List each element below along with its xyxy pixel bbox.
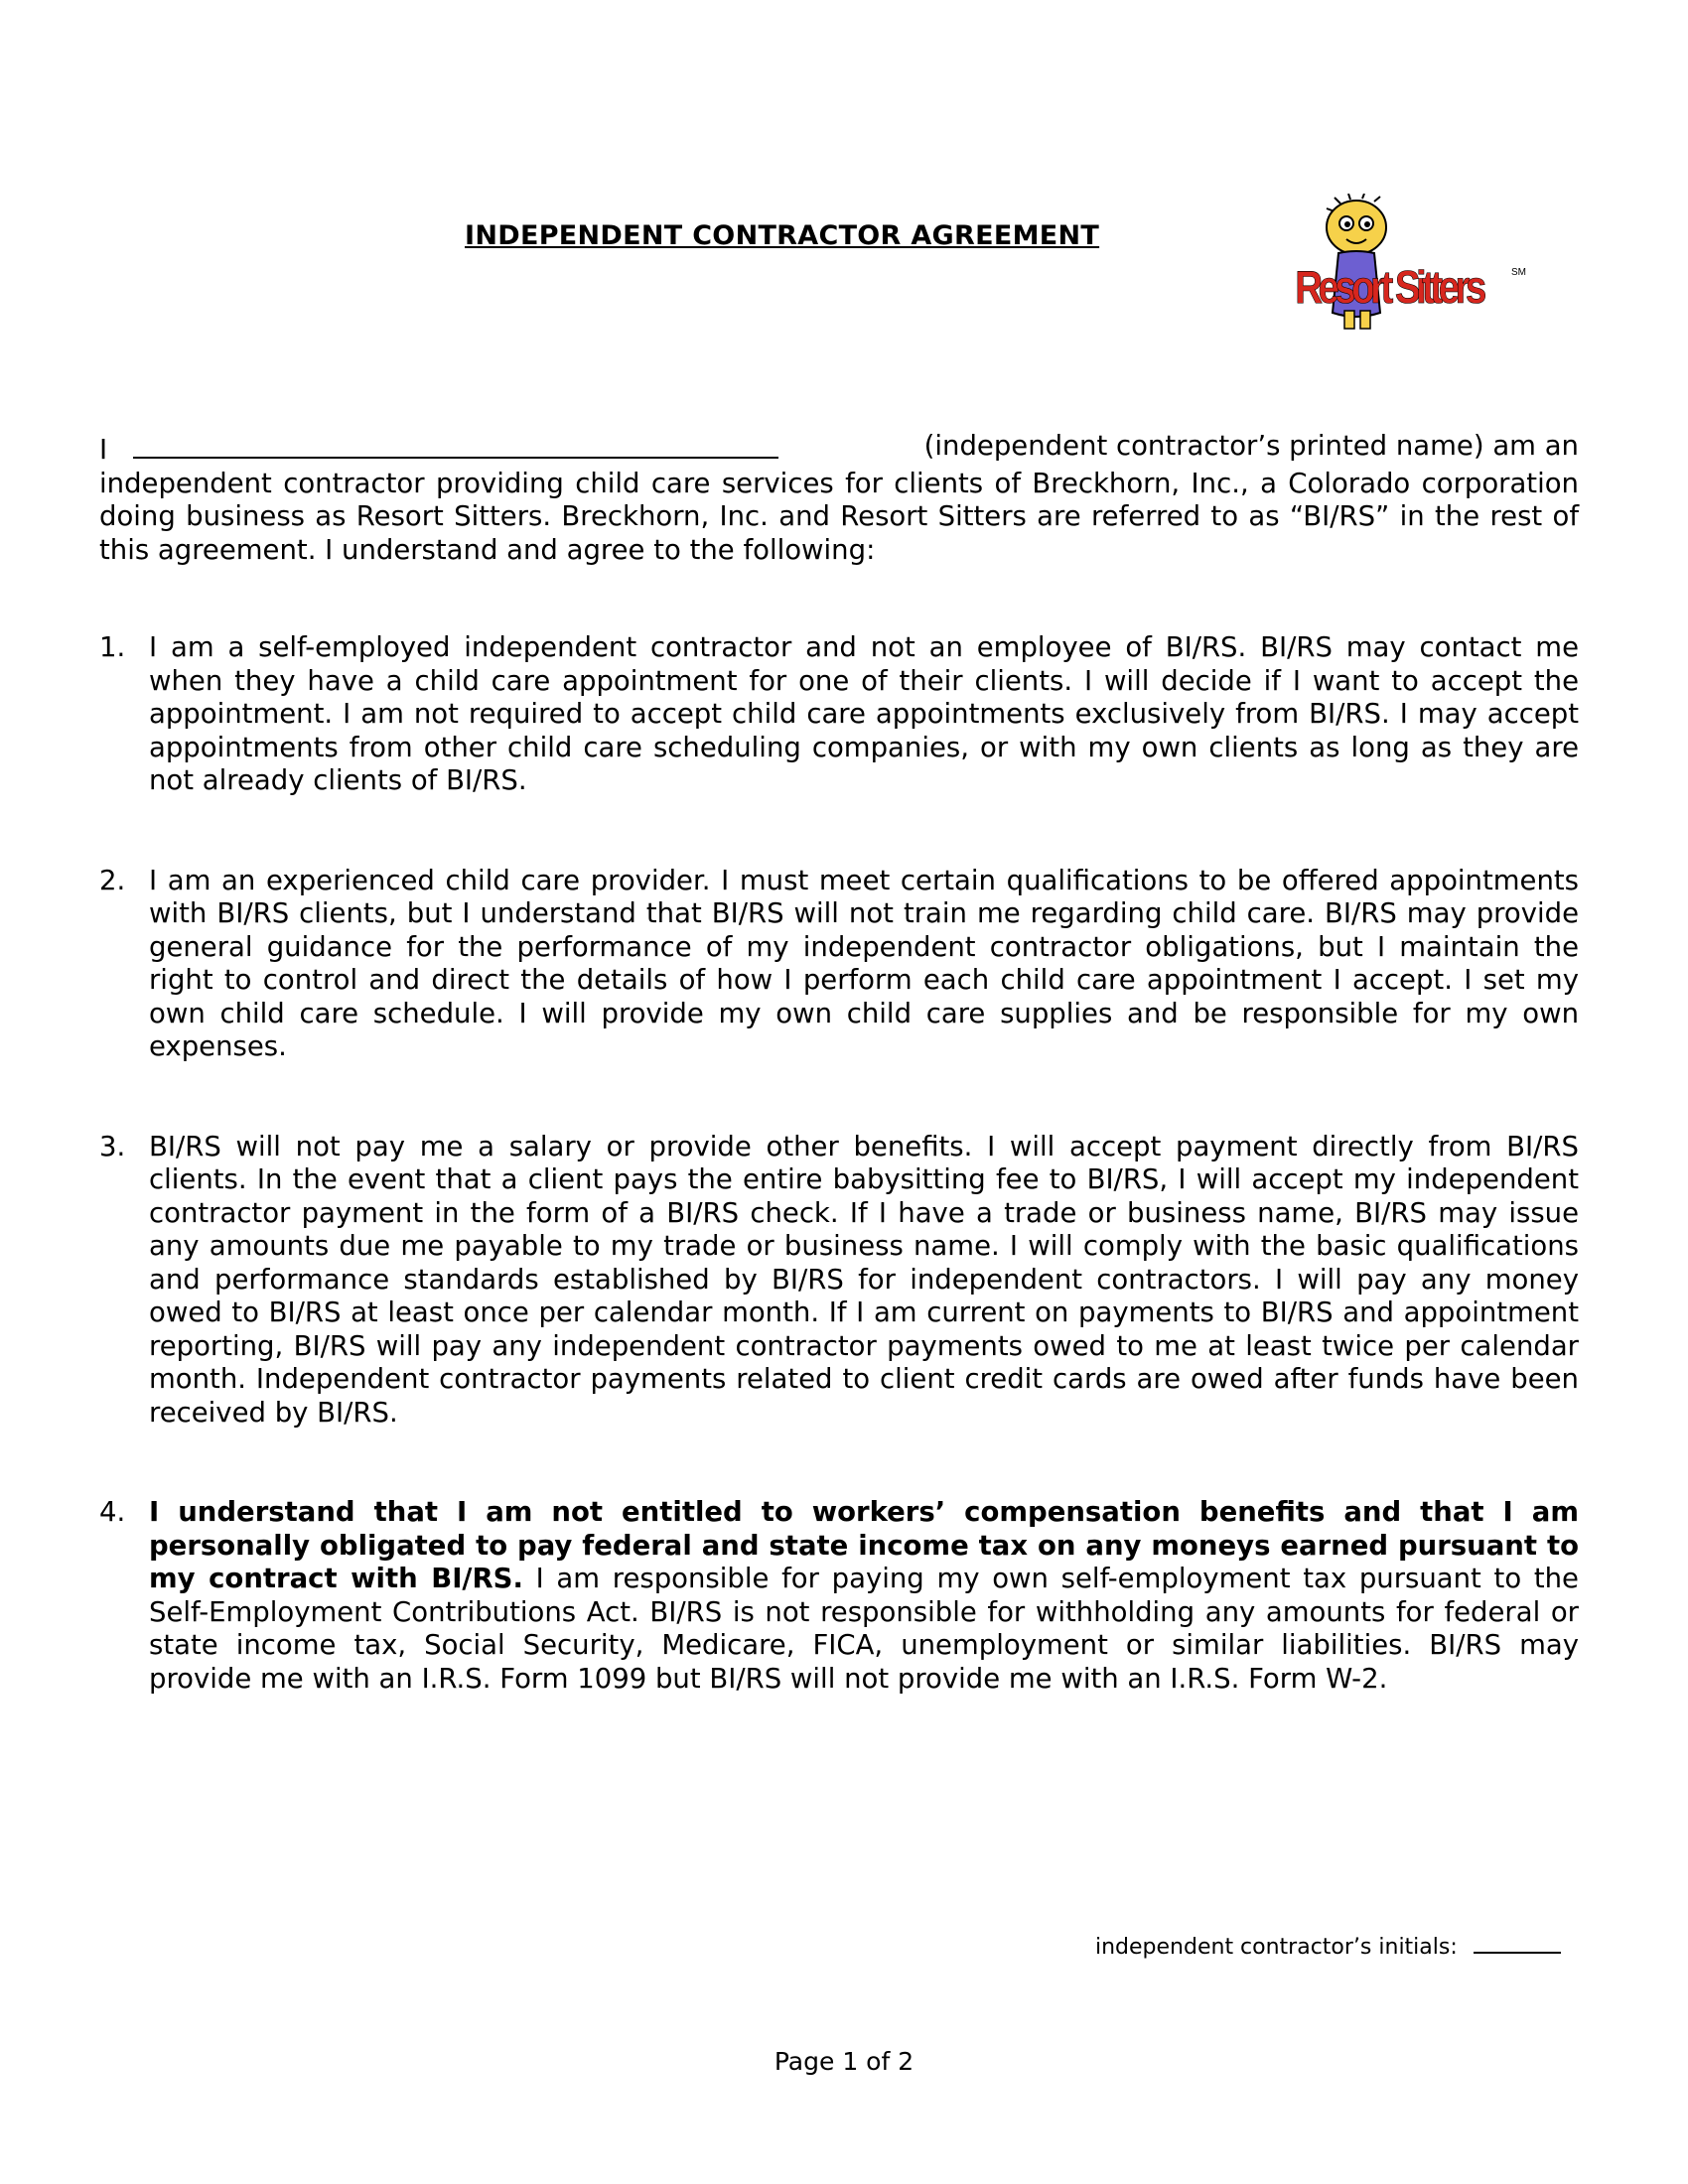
service-mark: SM: [1511, 267, 1526, 278]
item-text: I am an experienced child care provider. I must meet certain qualifications to be offered appointments with BI/RS clients, but I understand that BI/RS will not train me regarding child care. BI/RS may provide general guidance for the performance of my independent contractor obligations, but I maintain the right to control and direct the details of how I perform each child care appointment I accept. I set my own child care schedule. I will provide my own child care supplies and be responsible for my own expenses.: [149, 864, 1579, 1062]
item-number: 4.: [99, 1496, 126, 1528]
item-text: I am responsible for paying my own self-employment tax pursuant to the Self-Employment Contributions Act. BI/RS is not responsible for withholding any amounts for federal or state income tax, Social Security, Medicare, FICA, unemployment or similar liabilities. BI/RS may provide me with an I.R.S. Form 1099 but BI/RS will not provide me with an I.R.S. Form W-2.: [149, 1563, 1579, 1695]
agreement-item-3: [99, 1131, 1579, 1431]
initials-label: independent contractor’s initials:: [1095, 1935, 1458, 1960]
logo-wordmark: Resort Sitters: [1295, 261, 1487, 313]
item-number: 3.: [99, 1130, 126, 1162]
item-bold-text: I understand that I am not entitled to workers’ compensation benefits and that I am personally obligated to pay federal and state income tax on any moneys earned pursuant to my contract with BI/RS.: [149, 1496, 1579, 1594]
item-text: BI/RS will not pay me a salary or provide other benefits. I will accept payment directly from BI/RS clients. In the event that a client pays the entire babysitting fee to BI/RS, I will accept my independent contractor payment in the form of a BI/RS check. If I have a trade or business name, BI/RS may issue any amounts due me payable to my trade or business name. I will comply with the basic qualifications and performance standards established by BI/RS for independent contractors. I will pay any money owed to BI/RS at least once per calendar month. If I am current on payments to BI/RS and appointment reporting, BI/RS will pay any independent contractor payments owed to me at least twice per calendar month. Independent contractor payments related to client credit cards are owed after funds have been received by BI/RS.: [149, 1130, 1579, 1429]
printed-name-blank[interactable]: [133, 430, 778, 459]
item-text: I am a self-employed independent contractor and not an employee of BI/RS. BI/RS may contact me when they have a child care appointment for one of their clients. I will decide if I want to accept the appointment. I am not required to accept child care appointments exclusively from BI/RS. I may accept appointments from other child care scheduling companies, or with my own clients as long as they are not already clients of BI/RS.: [149, 631, 1579, 796]
agreement-items: [99, 631, 1579, 1762]
initials-blank[interactable]: [1474, 1934, 1561, 1954]
agreement-item-2: [99, 865, 1579, 1064]
intro-lead: I: [99, 434, 108, 466]
agreement-item-4: [99, 1496, 1579, 1696]
intro-paragraph: [99, 430, 1579, 567]
logo-face: [1327, 201, 1386, 254]
intro-rest: independent contractor providing child care services for clients of Breckhorn, Inc., a Colorado corporation doing business as Resort Sitters. Breckhorn, Inc. and Resort Sitters are referred to as “BI/RS” in the rest of this agreement. I understand and agree to the following:: [99, 467, 1579, 566]
resort-sitters-logo: [1291, 194, 1549, 338]
initials-field: [1095, 1934, 1561, 1960]
item-number: 1.: [99, 631, 126, 663]
agreement-item-1: [99, 631, 1579, 798]
page-number: Page 1 of 2: [774, 2047, 914, 2076]
item-number: 2.: [99, 864, 126, 896]
intro-name-hint: (independent contractor’s printed name) am an: [923, 430, 1579, 462]
document-title: INDEPENDENT CONTRACTOR AGREEMENT: [465, 220, 1100, 251]
